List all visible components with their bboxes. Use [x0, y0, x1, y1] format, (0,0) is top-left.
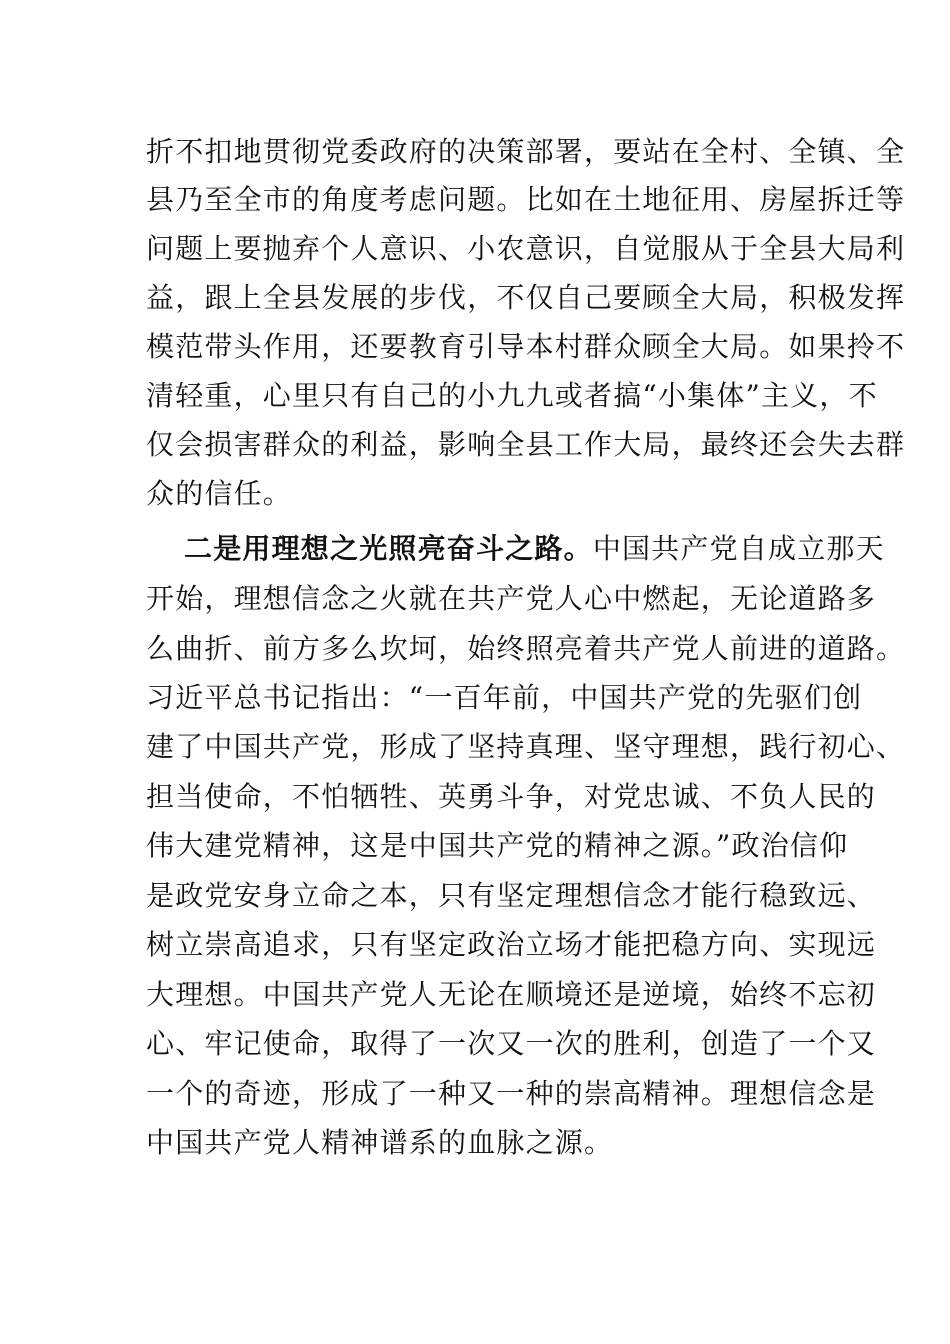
paragraph-2-line: 么曲折、前方多么坎坷，始终照亮着共产党人前进的道路。 — [146, 632, 906, 665]
paragraph-2-first-line — [184, 527, 885, 571]
paragraph-1-line: 折不扣地贯彻党委政府的决策部署，要站在全村、全镇、全 — [146, 135, 906, 168]
paragraph-2-heading: 二是用理想之光照亮奋斗之路。 — [184, 532, 593, 565]
paragraph-2-line: 伟大建党精神，这是中国共产党的精神之源。”政治信仰 — [146, 829, 849, 862]
paragraph-2-line: 树立崇高追求，只有坚定政治立场才能把稳方向、实现远 — [146, 928, 877, 961]
paragraph-2-line: 习近平总书记指出：“一百年前，中国共产党的先驱们创 — [146, 681, 863, 714]
paragraph-1-line: 模范带头作用，还要教育引导本村群众顾全大局。如果拎不 — [146, 330, 906, 363]
paragraph-2-line: 心、牢记使命，取得了一次又一次的胜利，创造了一个又 — [146, 1027, 877, 1060]
paragraph-2-line: 中国共产党人精神谱系的血脉之源。 — [146, 1126, 614, 1159]
paragraph-1-line: 仅会损害群众的利益，影响全县工作大局，最终还会失去群 — [146, 428, 906, 461]
paragraph-1-line: 众的信任。 — [146, 477, 293, 510]
paragraph-2-line: 是政党安身立命之本，只有坚定理想信念才能行稳致远、 — [146, 879, 877, 912]
paragraph-2-line: 开始，理想信念之火就在共产党人心中燃起，无论道路多 — [146, 582, 877, 615]
paragraph-1-line: 清轻重，心里只有自己的小九九或者搞“小集体”主义，不 — [146, 379, 878, 412]
paragraph-2-line: 大理想。中国共产党人无论在顺境还是逆境，始终不忘初 — [146, 978, 877, 1011]
paragraph-1-line: 县乃至全市的角度考虑问题。比如在土地征用、房屋拆迁等 — [146, 183, 906, 216]
paragraph-2-first-line-text: 中国共产党自成立那天 — [592, 532, 885, 565]
paragraph-2-line: 担当使命，不怕牺牲、英勇斗争，对党忠诚、不负人民的 — [146, 780, 877, 813]
paragraph-1-line: 问题上要抛弃个人意识、小农意识，自觉服从于全县大局利 — [146, 232, 906, 265]
paragraph-2-line: 建了中国共产党，形成了坚持真理、坚守理想，践行初心、 — [146, 730, 906, 763]
paragraph-1-line: 益，跟上全县发展的步伐，不仅自己要顾全大局，积极发挥 — [146, 281, 906, 314]
paragraph-2-line: 一个的奇迹，形成了一种又一种的崇高精神。理想信念是 — [146, 1077, 877, 1110]
